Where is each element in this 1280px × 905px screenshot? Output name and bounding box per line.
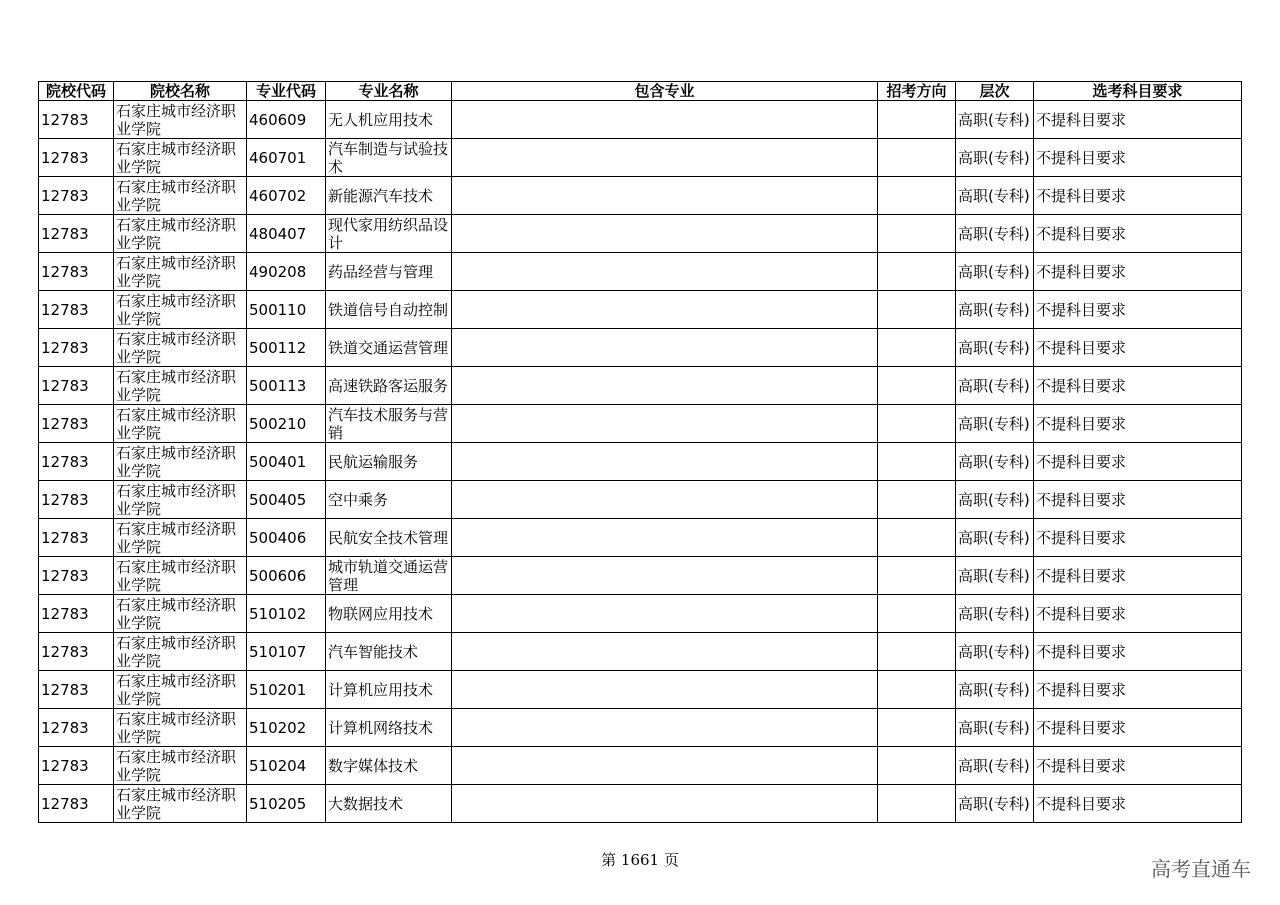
table-row — [39, 253, 1242, 291]
cell-school-name: 石家庄城市经济职业学院 — [114, 443, 247, 481]
cell-school-name: 石家庄城市经济职业学院 — [114, 367, 247, 405]
cell-direction — [878, 253, 956, 291]
cell-direction — [878, 747, 956, 785]
cell-school-code: 12783 — [39, 595, 114, 633]
cell-direction — [878, 215, 956, 253]
cell-included-majors — [452, 557, 878, 595]
cell-direction — [878, 139, 956, 177]
cell-subject-requirement: 不提科目要求 — [1034, 785, 1242, 823]
cell-major-name: 汽车智能技术 — [326, 633, 452, 671]
table-header-row — [39, 82, 1242, 101]
table-row — [39, 443, 1242, 481]
cell-major-code: 480407 — [247, 215, 326, 253]
table-row — [39, 101, 1242, 139]
cell-level: 高职(专科) — [956, 405, 1034, 443]
cell-school-name: 石家庄城市经济职业学院 — [114, 253, 247, 291]
cell-school-name: 石家庄城市经济职业学院 — [114, 747, 247, 785]
cell-major-name: 民航运输服务 — [326, 443, 452, 481]
cell-major-code: 460702 — [247, 177, 326, 215]
table-row — [39, 709, 1242, 747]
cell-level: 高职(专科) — [956, 595, 1034, 633]
cell-school-name: 石家庄城市经济职业学院 — [114, 291, 247, 329]
cell-school-name: 石家庄城市经济职业学院 — [114, 177, 247, 215]
table-row — [39, 405, 1242, 443]
cell-major-code: 500113 — [247, 367, 326, 405]
cell-school-code: 12783 — [39, 139, 114, 177]
cell-level: 高职(专科) — [956, 253, 1034, 291]
cell-school-name: 石家庄城市经济职业学院 — [114, 709, 247, 747]
cell-school-code: 12783 — [39, 367, 114, 405]
cell-major-code: 460701 — [247, 139, 326, 177]
cell-level: 高职(专科) — [956, 329, 1034, 367]
cell-school-name: 石家庄城市经济职业学院 — [114, 405, 247, 443]
cell-direction — [878, 595, 956, 633]
cell-major-code: 510201 — [247, 671, 326, 709]
cell-major-code: 500110 — [247, 291, 326, 329]
table-row — [39, 177, 1242, 215]
cell-major-name: 空中乘务 — [326, 481, 452, 519]
cell-major-code: 510202 — [247, 709, 326, 747]
cell-major-code: 500606 — [247, 557, 326, 595]
cell-direction — [878, 557, 956, 595]
cell-school-name: 石家庄城市经济职业学院 — [114, 329, 247, 367]
cell-direction — [878, 329, 956, 367]
cell-major-name: 铁道交通运营管理 — [326, 329, 452, 367]
table-row — [39, 785, 1242, 823]
cell-subject-requirement: 不提科目要求 — [1034, 519, 1242, 557]
cell-level: 高职(专科) — [956, 709, 1034, 747]
cell-level: 高职(专科) — [956, 481, 1034, 519]
cell-direction — [878, 367, 956, 405]
cell-school-code: 12783 — [39, 177, 114, 215]
cell-included-majors — [452, 215, 878, 253]
cell-major-code: 460609 — [247, 101, 326, 139]
cell-school-code: 12783 — [39, 101, 114, 139]
cell-school-code: 12783 — [39, 671, 114, 709]
cell-included-majors — [452, 633, 878, 671]
cell-direction — [878, 291, 956, 329]
cell-major-code: 510102 — [247, 595, 326, 633]
cell-school-code: 12783 — [39, 329, 114, 367]
cell-level: 高职(专科) — [956, 177, 1034, 215]
cell-major-name: 汽车制造与试验技术 — [326, 139, 452, 177]
cell-level: 高职(专科) — [956, 519, 1034, 557]
cell-subject-requirement: 不提科目要求 — [1034, 709, 1242, 747]
cell-subject-requirement: 不提科目要求 — [1034, 291, 1242, 329]
cell-major-name: 计算机网络技术 — [326, 709, 452, 747]
cell-included-majors — [452, 519, 878, 557]
cell-subject-requirement: 不提科目要求 — [1034, 595, 1242, 633]
table-row — [39, 557, 1242, 595]
cell-school-code: 12783 — [39, 253, 114, 291]
table-row — [39, 633, 1242, 671]
cell-major-code: 510205 — [247, 785, 326, 823]
cell-school-name: 石家庄城市经济职业学院 — [114, 595, 247, 633]
cell-major-code: 500406 — [247, 519, 326, 557]
table-row — [39, 367, 1242, 405]
cell-major-code: 500401 — [247, 443, 326, 481]
table-row — [39, 481, 1242, 519]
cell-direction — [878, 785, 956, 823]
majors-table — [38, 81, 1242, 823]
cell-school-code: 12783 — [39, 443, 114, 481]
cell-subject-requirement: 不提科目要求 — [1034, 633, 1242, 671]
header-major-code: 专业代码 — [247, 82, 326, 101]
cell-included-majors — [452, 443, 878, 481]
header-included-majors: 包含专业 — [452, 82, 878, 101]
cell-level: 高职(专科) — [956, 557, 1034, 595]
cell-major-code: 490208 — [247, 253, 326, 291]
cell-school-name: 石家庄城市经济职业学院 — [114, 101, 247, 139]
cell-major-code: 510204 — [247, 747, 326, 785]
cell-included-majors — [452, 405, 878, 443]
cell-direction — [878, 633, 956, 671]
watermark-text: 高考直通车 — [1151, 857, 1251, 881]
cell-direction — [878, 519, 956, 557]
cell-major-code: 510107 — [247, 633, 326, 671]
cell-included-majors — [452, 481, 878, 519]
table-row — [39, 671, 1242, 709]
cell-level: 高职(专科) — [956, 443, 1034, 481]
cell-major-code: 500112 — [247, 329, 326, 367]
cell-subject-requirement: 不提科目要求 — [1034, 367, 1242, 405]
table-row — [39, 139, 1242, 177]
header-school-name: 院校名称 — [114, 82, 247, 101]
cell-direction — [878, 443, 956, 481]
cell-direction — [878, 671, 956, 709]
header-subject-requirement: 选考科目要求 — [1034, 82, 1242, 101]
cell-direction — [878, 101, 956, 139]
cell-school-name: 石家庄城市经济职业学院 — [114, 671, 247, 709]
cell-major-name: 大数据技术 — [326, 785, 452, 823]
cell-included-majors — [452, 177, 878, 215]
header-level: 层次 — [956, 82, 1034, 101]
cell-school-code: 12783 — [39, 519, 114, 557]
cell-school-code: 12783 — [39, 709, 114, 747]
cell-major-name: 数字媒体技术 — [326, 747, 452, 785]
cell-subject-requirement: 不提科目要求 — [1034, 405, 1242, 443]
cell-school-name: 石家庄城市经济职业学院 — [114, 785, 247, 823]
cell-major-name: 物联网应用技术 — [326, 595, 452, 633]
cell-included-majors — [452, 671, 878, 709]
cell-level: 高职(专科) — [956, 785, 1034, 823]
cell-school-name: 石家庄城市经济职业学院 — [114, 633, 247, 671]
cell-included-majors — [452, 253, 878, 291]
cell-school-code: 12783 — [39, 215, 114, 253]
cell-level: 高职(专科) — [956, 291, 1034, 329]
page-number: 第 1661 页 — [601, 851, 679, 869]
cell-level: 高职(专科) — [956, 139, 1034, 177]
cell-level: 高职(专科) — [956, 671, 1034, 709]
cell-included-majors — [452, 101, 878, 139]
header-school-code: 院校代码 — [39, 82, 114, 101]
cell-major-name: 新能源汽车技术 — [326, 177, 452, 215]
cell-subject-requirement: 不提科目要求 — [1034, 671, 1242, 709]
cell-school-code: 12783 — [39, 405, 114, 443]
cell-subject-requirement: 不提科目要求 — [1034, 177, 1242, 215]
cell-school-name: 石家庄城市经济职业学院 — [114, 519, 247, 557]
cell-level: 高职(专科) — [956, 633, 1034, 671]
cell-direction — [878, 481, 956, 519]
cell-level: 高职(专科) — [956, 215, 1034, 253]
cell-included-majors — [452, 139, 878, 177]
cell-subject-requirement: 不提科目要求 — [1034, 557, 1242, 595]
cell-school-code: 12783 — [39, 633, 114, 671]
table-row — [39, 519, 1242, 557]
cell-major-code: 500210 — [247, 405, 326, 443]
cell-included-majors — [452, 329, 878, 367]
cell-major-name: 铁道信号自动控制 — [326, 291, 452, 329]
cell-subject-requirement: 不提科目要求 — [1034, 253, 1242, 291]
cell-major-name: 民航安全技术管理 — [326, 519, 452, 557]
cell-major-code: 500405 — [247, 481, 326, 519]
cell-school-name: 石家庄城市经济职业学院 — [114, 139, 247, 177]
table-row — [39, 291, 1242, 329]
cell-school-code: 12783 — [39, 291, 114, 329]
cell-major-name: 药品经营与管理 — [326, 253, 452, 291]
cell-level: 高职(专科) — [956, 101, 1034, 139]
cell-included-majors — [452, 595, 878, 633]
cell-school-name: 石家庄城市经济职业学院 — [114, 215, 247, 253]
cell-direction — [878, 177, 956, 215]
cell-subject-requirement: 不提科目要求 — [1034, 139, 1242, 177]
cell-included-majors — [452, 291, 878, 329]
cell-subject-requirement: 不提科目要求 — [1034, 215, 1242, 253]
cell-included-majors — [452, 367, 878, 405]
cell-included-majors — [452, 709, 878, 747]
table-row — [39, 747, 1242, 785]
header-major-name: 专业名称 — [326, 82, 452, 101]
table-body — [39, 101, 1242, 823]
cell-included-majors — [452, 785, 878, 823]
cell-major-name: 高速铁路客运服务 — [326, 367, 452, 405]
cell-level: 高职(专科) — [956, 747, 1034, 785]
cell-school-code: 12783 — [39, 785, 114, 823]
cell-level: 高职(专科) — [956, 367, 1034, 405]
header-direction: 招考方向 — [878, 82, 956, 101]
cell-direction — [878, 405, 956, 443]
cell-major-name: 计算机应用技术 — [326, 671, 452, 709]
table-row — [39, 215, 1242, 253]
cell-subject-requirement: 不提科目要求 — [1034, 481, 1242, 519]
cell-subject-requirement: 不提科目要求 — [1034, 329, 1242, 367]
cell-school-name: 石家庄城市经济职业学院 — [114, 481, 247, 519]
cell-direction — [878, 709, 956, 747]
cell-subject-requirement: 不提科目要求 — [1034, 101, 1242, 139]
cell-major-name: 城市轨道交通运营管理 — [326, 557, 452, 595]
cell-school-code: 12783 — [39, 747, 114, 785]
cell-major-name: 现代家用纺织品设计 — [326, 215, 452, 253]
cell-subject-requirement: 不提科目要求 — [1034, 747, 1242, 785]
table-row — [39, 595, 1242, 633]
cell-school-code: 12783 — [39, 481, 114, 519]
cell-subject-requirement: 不提科目要求 — [1034, 443, 1242, 481]
cell-included-majors — [452, 747, 878, 785]
cell-major-name: 汽车技术服务与营销 — [326, 405, 452, 443]
cell-school-code: 12783 — [39, 557, 114, 595]
cell-school-name: 石家庄城市经济职业学院 — [114, 557, 247, 595]
table-row — [39, 329, 1242, 367]
cell-major-name: 无人机应用技术 — [326, 101, 452, 139]
